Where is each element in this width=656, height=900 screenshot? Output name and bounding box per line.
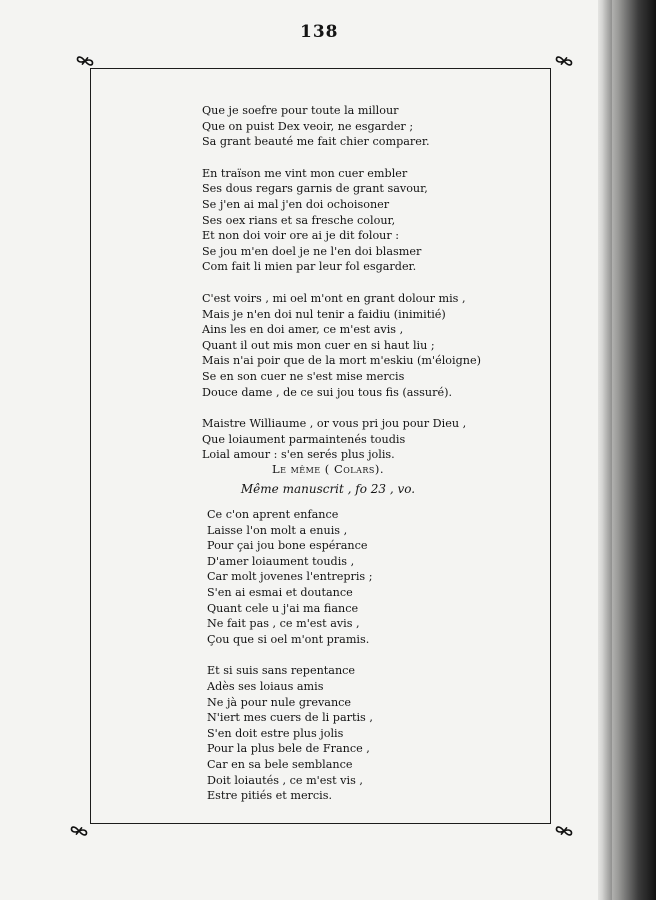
ornament-icon-top-left [72, 48, 98, 74]
verse-line: Ains les en doi amer, ce m'est avis , [202, 323, 404, 337]
poem-source: Même manuscrit , fo 23 , vo. [240, 482, 416, 496]
verse-line: C'est voirs , mi oel m'ont en grant dolour mis , [202, 291, 466, 305]
verse-line: Se jou m'en doel je ne l'en doi blasmer [202, 244, 422, 258]
stanza-2 [202, 166, 502, 275]
ornament-icon-bottom-left [66, 818, 92, 844]
poem-part-one [202, 103, 502, 463]
verse-line: Ne jà pour nule grevance [207, 695, 352, 709]
stanza-5 [207, 507, 507, 647]
verse-line: Et non doi voir ore ai je dit folour : [202, 229, 400, 243]
verse-line: Que loiaument parmaintenés toudis [202, 432, 406, 446]
verse-line: S'en doit estre plus jolis [207, 726, 344, 740]
page-edge-shadow [602, 0, 612, 900]
verse-line: Car molt jovenes l'entrepris ; [207, 570, 373, 584]
verse-line: Que je soefre pour toute la millour [202, 104, 399, 117]
verse-line: Adès ses loiaus amis [207, 679, 324, 693]
verse-line: Sa grant beauté me fait chier comparer. [202, 135, 430, 149]
verse-line: Maistre Williaume , or vous pri jou pour Dieu , [202, 417, 467, 431]
verse-line: Mais je n'en doi nul tenir a faidiu (inimitié) [202, 307, 446, 321]
verse-line: Loial amour : s'en serés plus jolis. [202, 448, 395, 462]
verse-line: N'iert mes cuers de li partis , [207, 711, 373, 725]
verse-line: Ses oex rians et sa fresche colour, [202, 213, 396, 227]
verse-line: Ce c'on aprent enfance [207, 508, 339, 521]
verse-line: D'amer loiaument toudis , [207, 554, 355, 568]
stanza-6 [207, 663, 507, 803]
verse-line: Pour la plus bele de France , [207, 742, 370, 756]
verse-line: Ses dous regars garnis de grant savour, [202, 182, 428, 196]
ornament-icon-top-right [551, 48, 577, 74]
ornament-icon-bottom-right [551, 818, 577, 844]
verse-line: Com fait li mien par leur fol esgarder. [202, 260, 417, 274]
poem-title: Le même ( Colars). [271, 462, 385, 476]
stanza-4 [202, 416, 502, 463]
verse-line: Que on puist Dex veoir, ne esgarder ; [202, 119, 414, 133]
verse-line: Quant il out mis mon cuer en si haut liu ; [202, 338, 435, 352]
stanza-3 [202, 291, 502, 400]
verse-line: Doit loiautés , ce m'est vis , [207, 773, 363, 787]
verse-line: Mais n'ai poir que de la mort m'eskiu (m'éloigne) [202, 354, 481, 368]
verse-line: Quant cele u j'ai ma fiance [207, 601, 359, 615]
stanza-1 [202, 103, 502, 150]
verse-line: Et si suis sans repentance [207, 664, 356, 678]
verse-line: Se j'en ai mal j'en doi ochoisoner [202, 197, 390, 211]
verse-line: Pour çai jou bone espérance [207, 539, 368, 553]
poem-part-two [207, 507, 507, 804]
verse-line: Se en son cuer ne s'est mise mercis [202, 369, 405, 383]
verse-line: Estre pitiés et mercis. [207, 789, 333, 803]
verse-line: En traïson me vint mon cuer embler [202, 166, 408, 180]
poem-heading [0, 462, 656, 476]
verse-line: Ne fait pas , ce m'est avis , [207, 617, 360, 631]
page-number: 138 [300, 22, 339, 42]
verse-line: Douce dame , de ce sui jou tous fis (assuré). [202, 385, 453, 399]
verse-line: S'en ai esmai et doutance [207, 585, 353, 599]
verse-line: Laisse l'on molt a enuis , [207, 523, 348, 537]
verse-line: Çou que si oel m'ont pramis. [207, 632, 370, 646]
verse-line: Car en sa bele semblance [207, 757, 353, 771]
